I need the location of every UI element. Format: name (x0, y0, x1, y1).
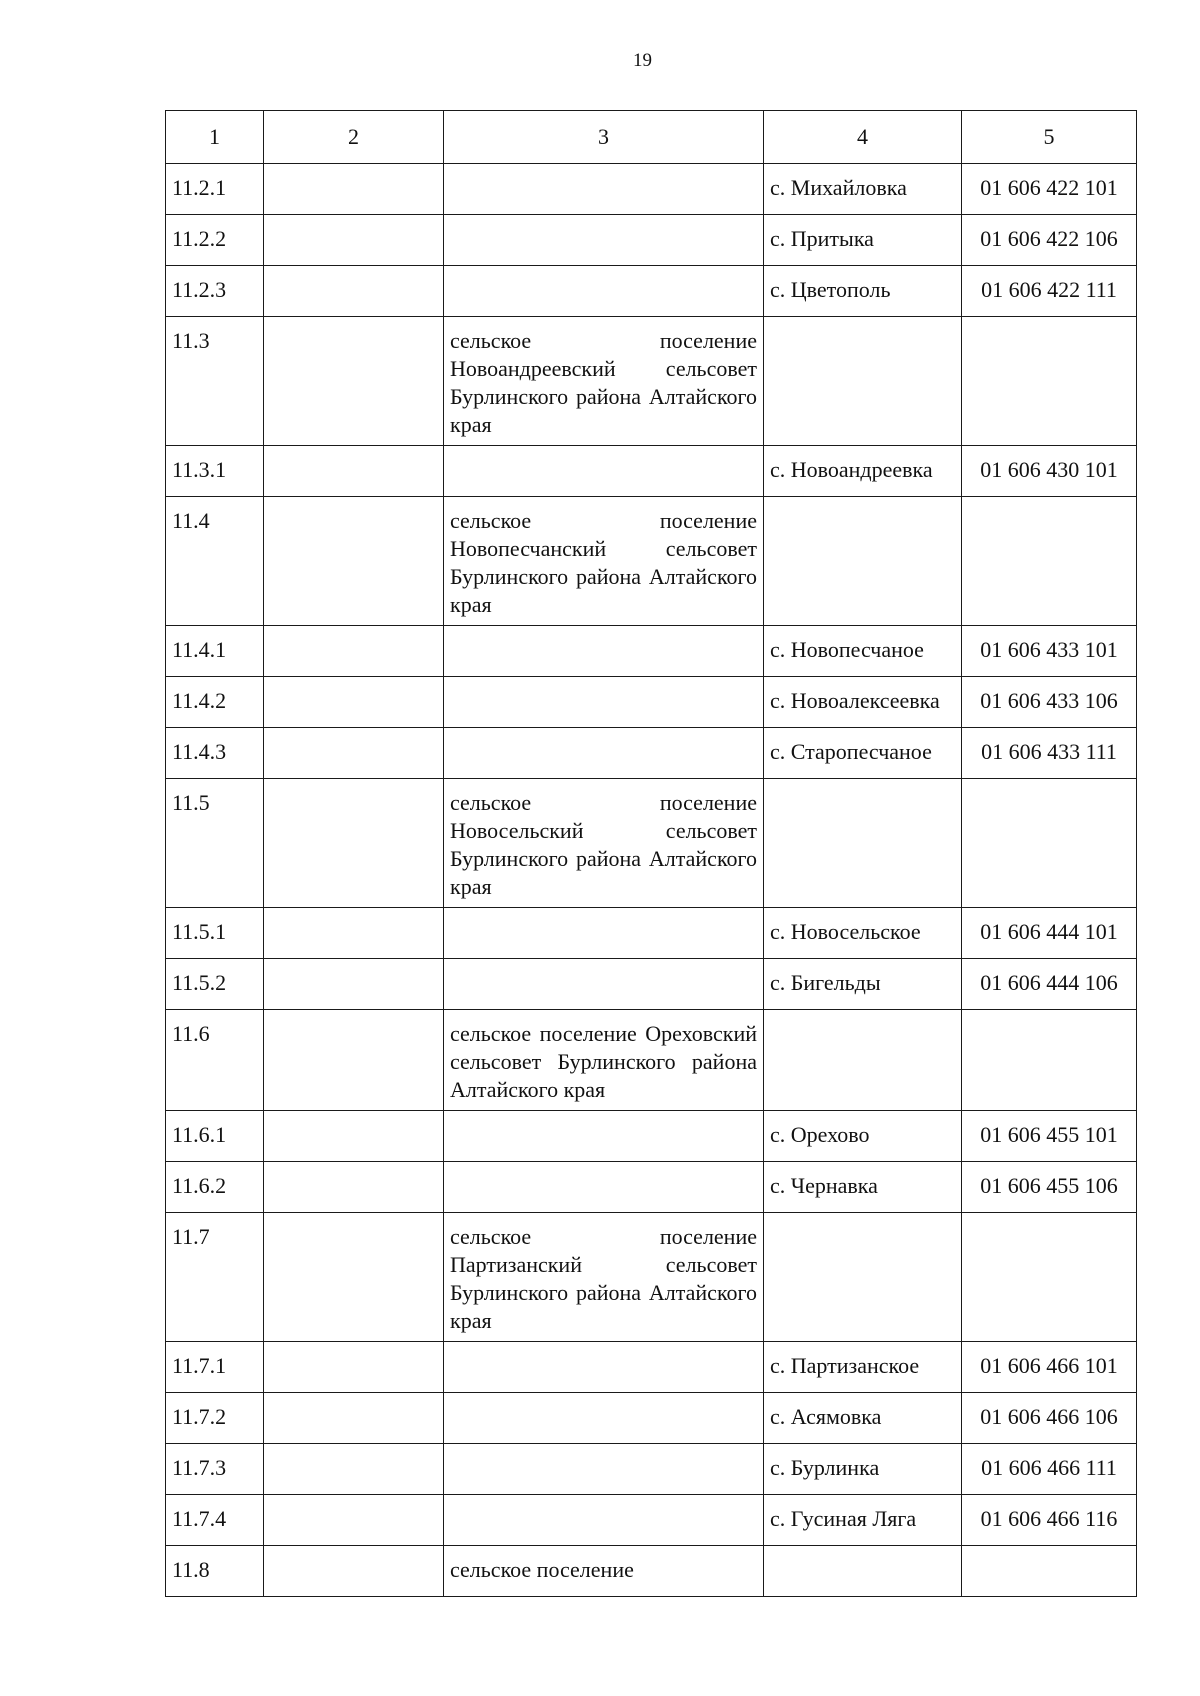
municipality-cell (444, 1111, 764, 1162)
column-2-cell (264, 1393, 444, 1444)
settlement-name-cell: с. Притыка (764, 215, 962, 266)
okato-code-cell: 01 606 455 106 (962, 1162, 1137, 1213)
settlement-name-cell: с. Орехово (764, 1111, 962, 1162)
okato-code-cell (962, 1213, 1137, 1342)
okato-code-cell: 01 606 422 111 (962, 266, 1137, 317)
table-row (166, 1444, 1137, 1495)
municipality-cell: сельское поселение (444, 1546, 764, 1597)
column-2-cell (264, 1111, 444, 1162)
okato-code-cell: 01 606 433 106 (962, 677, 1137, 728)
column-2-cell (264, 1342, 444, 1393)
table-row (166, 1213, 1137, 1342)
row-number-cell: 11.2.1 (166, 164, 264, 215)
column-2-cell (264, 1495, 444, 1546)
table-row (166, 497, 1137, 626)
header-cell-1: 1 (166, 111, 264, 164)
column-2-cell (264, 626, 444, 677)
municipality-cell (444, 164, 764, 215)
table-row (166, 1162, 1137, 1213)
row-number-cell: 11.6 (166, 1010, 264, 1111)
municipality-cell (444, 215, 764, 266)
column-2-cell (264, 908, 444, 959)
okato-code-cell: 01 606 444 101 (962, 908, 1137, 959)
settlement-name-cell: с. Гусиная Ляга (764, 1495, 962, 1546)
table-header-row (166, 111, 1137, 164)
okato-code-cell (962, 1010, 1137, 1111)
header-cell-2: 2 (264, 111, 444, 164)
row-number-cell: 11.2.2 (166, 215, 264, 266)
municipality-cell (444, 1495, 764, 1546)
okato-code-cell: 01 606 422 101 (962, 164, 1137, 215)
table-row (166, 1342, 1137, 1393)
municipality-cell (444, 1393, 764, 1444)
row-number-cell: 11.3.1 (166, 446, 264, 497)
settlements-table (165, 110, 1137, 1597)
table-row (166, 677, 1137, 728)
municipality-cell (444, 908, 764, 959)
column-2-cell (264, 215, 444, 266)
settlement-name-cell (764, 1213, 962, 1342)
table-row (166, 1010, 1137, 1111)
municipality-cell (444, 728, 764, 779)
settlement-name-cell (764, 317, 962, 446)
row-number-cell: 11.6.2 (166, 1162, 264, 1213)
table-row (166, 779, 1137, 908)
municipality-cell: сельское поселение Новоандреевский сельсовет Бурлинского района Алтайского края (444, 317, 764, 446)
row-number-cell: 11.7.4 (166, 1495, 264, 1546)
row-number-cell: 11.5.2 (166, 959, 264, 1010)
okato-code-cell: 01 606 444 106 (962, 959, 1137, 1010)
table-row (166, 728, 1137, 779)
column-2-cell (264, 959, 444, 1010)
municipality-cell (444, 626, 764, 677)
settlement-name-cell: с. Старопесчаное (764, 728, 962, 779)
municipality-cell (444, 266, 764, 317)
table-row (166, 1495, 1137, 1546)
row-number-cell: 11.2.3 (166, 266, 264, 317)
column-2-cell (264, 677, 444, 728)
row-number-cell: 11.5.1 (166, 908, 264, 959)
table-row (166, 908, 1137, 959)
okato-code-cell (962, 317, 1137, 446)
row-number-cell: 11.8 (166, 1546, 264, 1597)
row-number-cell: 11.7.3 (166, 1444, 264, 1495)
page-number: 19 (633, 50, 652, 71)
row-number-cell: 11.4.1 (166, 626, 264, 677)
row-number-cell: 11.6.1 (166, 1111, 264, 1162)
table-row (166, 266, 1137, 317)
okato-code-cell: 01 606 422 106 (962, 215, 1137, 266)
municipality-cell (444, 1162, 764, 1213)
table-row (166, 317, 1137, 446)
okato-code-cell: 01 606 433 111 (962, 728, 1137, 779)
municipality-cell: сельское поселение Новопесчанский сельсовет Бурлинского района Алтайского края (444, 497, 764, 626)
table-row (166, 959, 1137, 1010)
table-row (166, 164, 1137, 215)
municipality-cell: сельское поселение Ореховский сельсовет Бурлинского района Алтайского края (444, 1010, 764, 1111)
municipality-cell: сельское поселение Новосельский сельсовет Бурлинского района Алтайского края (444, 779, 764, 908)
table-row (166, 446, 1137, 497)
settlement-name-cell: с. Бурлинка (764, 1444, 962, 1495)
table-row (166, 1546, 1137, 1597)
settlement-name-cell: с. Новоандреевка (764, 446, 962, 497)
header-cell-5: 5 (962, 111, 1137, 164)
table-row (166, 626, 1137, 677)
column-2-cell (264, 728, 444, 779)
column-2-cell (264, 1010, 444, 1111)
row-number-cell: 11.7.1 (166, 1342, 264, 1393)
okato-code-cell: 01 606 430 101 (962, 446, 1137, 497)
okato-code-cell: 01 606 466 111 (962, 1444, 1137, 1495)
settlement-name-cell: с. Новопесчаное (764, 626, 962, 677)
table-row (166, 1393, 1137, 1444)
settlement-name-cell: с. Цветополь (764, 266, 962, 317)
settlement-name-cell (764, 779, 962, 908)
table-row (166, 215, 1137, 266)
municipality-cell (444, 677, 764, 728)
okato-code-cell (962, 779, 1137, 908)
settlement-name-cell: с. Чернавка (764, 1162, 962, 1213)
column-2-cell (264, 1162, 444, 1213)
municipality-cell (444, 959, 764, 1010)
okato-code-cell: 01 606 455 101 (962, 1111, 1137, 1162)
row-number-cell: 11.3 (166, 317, 264, 446)
okato-code-cell: 01 606 466 116 (962, 1495, 1137, 1546)
municipality-cell (444, 1444, 764, 1495)
okato-code-cell: 01 606 433 101 (962, 626, 1137, 677)
okato-code-cell: 01 606 466 106 (962, 1393, 1137, 1444)
column-2-cell (264, 446, 444, 497)
municipality-cell: сельское поселение Партизанский сельсовет Бурлинского района Алтайского края (444, 1213, 764, 1342)
column-2-cell (264, 1213, 444, 1342)
row-number-cell: 11.7.2 (166, 1393, 264, 1444)
header-cell-4: 4 (764, 111, 962, 164)
column-2-cell (264, 779, 444, 908)
municipality-cell (444, 446, 764, 497)
okato-code-cell (962, 1546, 1137, 1597)
settlement-name-cell (764, 1546, 962, 1597)
settlement-name-cell (764, 497, 962, 626)
column-2-cell (264, 317, 444, 446)
settlement-name-cell: с. Партизанское (764, 1342, 962, 1393)
municipality-cell (444, 1342, 764, 1393)
column-2-cell (264, 497, 444, 626)
column-2-cell (264, 164, 444, 215)
settlement-name-cell: с. Новосельское (764, 908, 962, 959)
row-number-cell: 11.4.2 (166, 677, 264, 728)
okato-code-cell: 01 606 466 101 (962, 1342, 1137, 1393)
table-row (166, 1111, 1137, 1162)
header-cell-3: 3 (444, 111, 764, 164)
okato-code-cell (962, 497, 1137, 626)
settlement-name-cell (764, 1010, 962, 1111)
column-2-cell (264, 266, 444, 317)
row-number-cell: 11.4.3 (166, 728, 264, 779)
settlement-name-cell: с. Михайловка (764, 164, 962, 215)
settlement-name-cell: с. Асямовка (764, 1393, 962, 1444)
column-2-cell (264, 1546, 444, 1597)
settlement-name-cell: с. Новоалексеевка (764, 677, 962, 728)
column-2-cell (264, 1444, 444, 1495)
row-number-cell: 11.7 (166, 1213, 264, 1342)
row-number-cell: 11.4 (166, 497, 264, 626)
settlement-name-cell: с. Бигельды (764, 959, 962, 1010)
row-number-cell: 11.5 (166, 779, 264, 908)
